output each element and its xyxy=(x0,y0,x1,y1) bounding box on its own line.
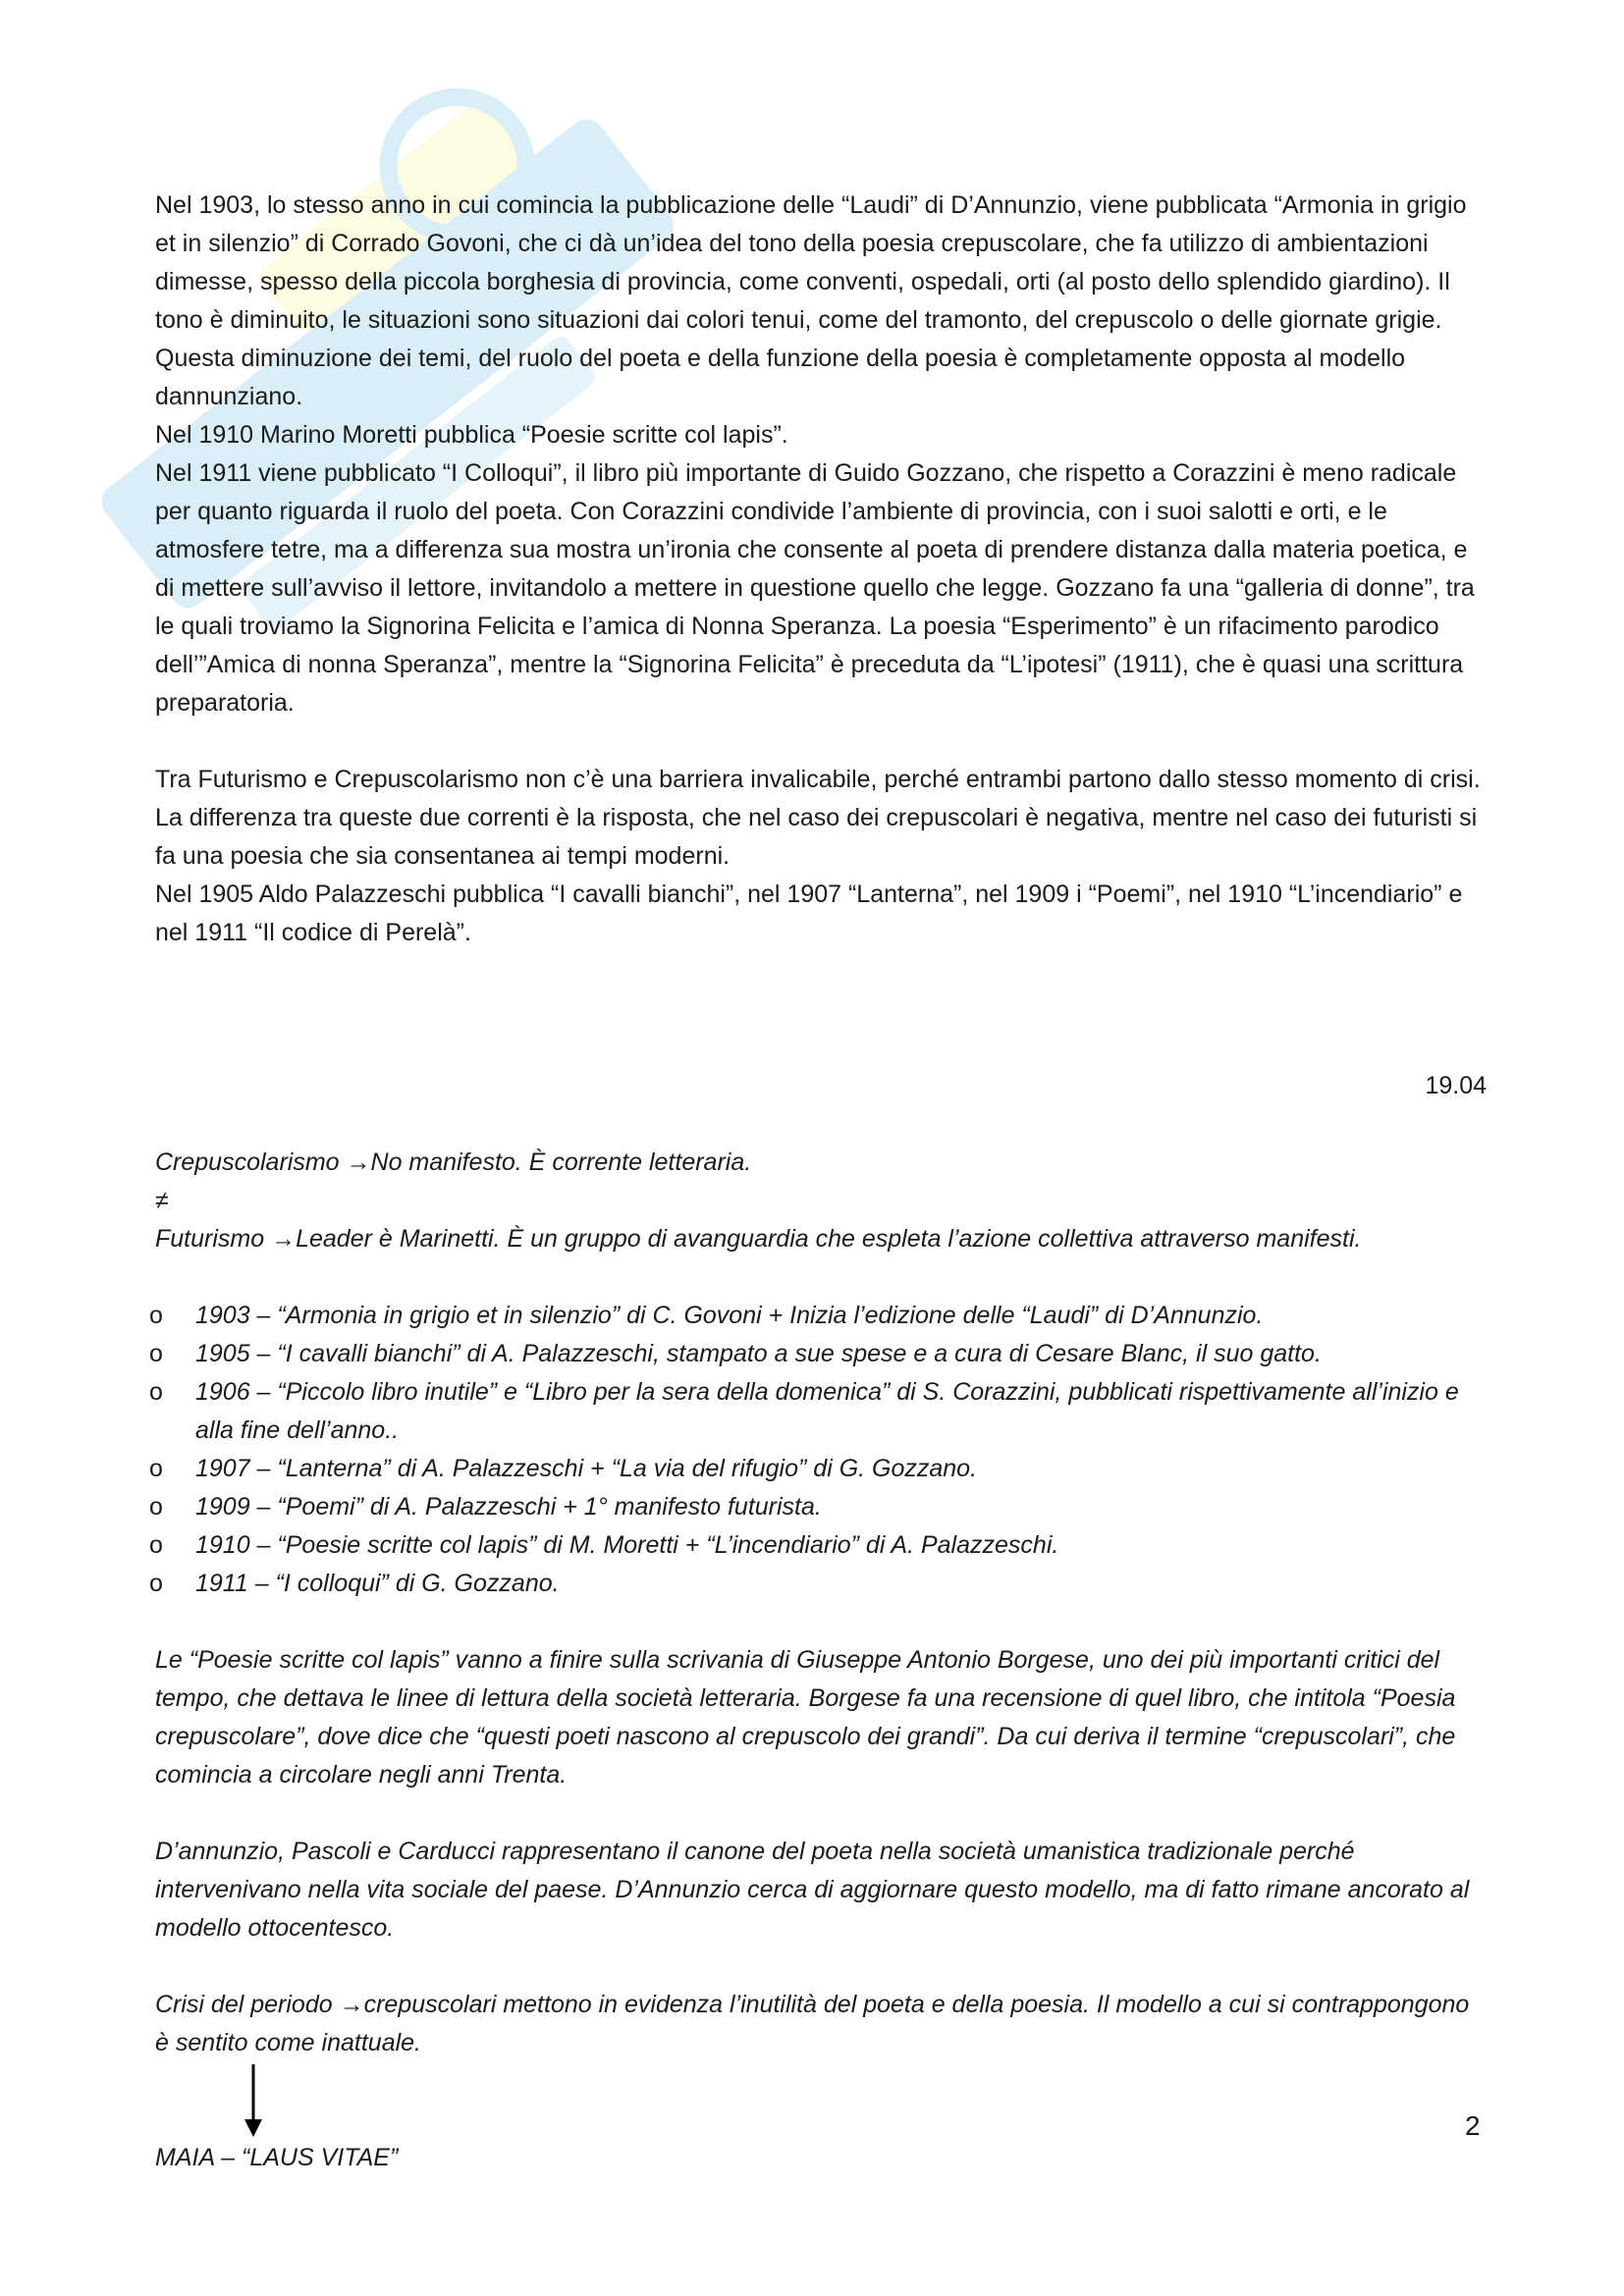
crepuscolarismo-text: No manifesto. È corrente letteraria. xyxy=(370,1148,752,1176)
bullet-icon: o xyxy=(149,1378,163,1406)
timeline-text: 1906 – “Piccolo libro inutile” e “Libro per la sera della domenica” di S. Corazzini, pubblicati rispettivamente all’inizio e alla fine dell’anno.. xyxy=(195,1378,1459,1444)
paragraph-moretti: Nel 1910 Marino Moretti pubblica “Poesie scritte col lapis”. xyxy=(155,421,788,449)
spacer xyxy=(155,1105,1487,1144)
down-arrow-icon xyxy=(234,2062,273,2139)
maia-line: MAIA – “LAUS VITAE” xyxy=(155,2144,399,2171)
spacer xyxy=(155,1794,1487,1833)
timeline-text: 1910 – “Poesie scritte col lapis” di M. Moretti + “L’incendiario” di A. Palazzeschi. xyxy=(195,1531,1059,1559)
lecture-date: 19.04 xyxy=(1425,1072,1487,1099)
timeline-text: 1903 – “Armonia in grigio et in silenzio” di C. Govoni + Inizia l’edizione delle “Laudi” di D’Annunzio. xyxy=(195,1302,1264,1329)
list-item xyxy=(149,1373,1487,1450)
timeline-list xyxy=(149,1297,1487,1603)
crisis-text: crepuscolari mettono in evidenza l’inutilità del poeta e della poesia. Il modello a cui si contrappongono è sentito come inattuale. xyxy=(155,1991,1470,2056)
list-item xyxy=(149,1565,1487,1603)
right-arrow-icon: → xyxy=(271,1225,297,1253)
timeline-text: 1907 – “Lanterna” di A. Palazzeschi + “La via del rifugio” di G. Gozzano. xyxy=(195,1455,978,1482)
spacer xyxy=(155,1258,1487,1297)
bullet-icon: o xyxy=(149,1531,163,1559)
document-page xyxy=(149,187,1487,2177)
spacer xyxy=(155,1948,1487,1986)
spacer xyxy=(155,952,1487,1067)
list-item xyxy=(149,1297,1487,1335)
not-equal-symbol: ≠ xyxy=(155,1187,169,1214)
spacer xyxy=(155,1603,1487,1641)
timeline-text: 1909 – “Poemi” di A. Palazzeschi + 1° manifesto futurista. xyxy=(195,1493,822,1521)
paragraph-canone: D’annunzio, Pascoli e Carducci rappresentano il canone del poeta nella società umanistica tradizionale perché intervenivano nella vita sociale del paese. D’Annunzio cerca di aggiornare questo modello, ma di fatto rimane ancorato al modello ottocentesco. xyxy=(155,1838,1470,1942)
timeline-text: 1905 – “I cavalli bianchi” di A. Palazzeschi, stampato a sue spese e a cura di Cesare Blanc, il suo gatto. xyxy=(195,1340,1322,1367)
spacer xyxy=(155,722,1487,761)
timeline-text: 1911 – “I colloqui” di G. Gozzano. xyxy=(195,1570,560,1597)
paragraph-borgese: Le “Poesie scritte col lapis” vanno a finire sulla scrivania di Giuseppe Antonio Borgese, uno dei più importanti critici del tempo, che dettava le linee di lettura della società letteraria. Borgese fa una recensione di quel libro, che intitola “Poesia crepuscolare”, dove dice che “questi poeti nascono al crepuscolo dei grandi”. Da cui deriva il termine “crepuscolari”, che comincia a circolare negli anni Trenta. xyxy=(155,1646,1456,1789)
list-item xyxy=(149,1450,1487,1488)
futurismo-line xyxy=(155,1220,1487,1258)
paragraph-palazzeschi: Nel 1905 Aldo Palazzeschi pubblica “I cavalli bianchi”, nel 1907 “Lanterna”, nel 1909 i “Poemi”, nel 1910 “L’incendiario” e nel 1911 “Il codice di Perelà”. xyxy=(155,881,1463,946)
list-item xyxy=(149,1488,1487,1526)
bullet-icon: o xyxy=(149,1493,163,1521)
crisis-line xyxy=(155,1986,1487,2062)
paragraph-gozzano: Nel 1911 viene pubblicato “I Colloqui”, il libro più importante di Guido Gozzano, che rispetto a Corazzini è meno radicale per quanto riguarda il ruolo del poeta. Con Corazzini condivide l’ambiente di provincia, con i suoi salotti e orti, e le atmosfere tetre, ma a differenza sua mostra un’ironia che consente al poeta di prendere distanza dalla materia poetica, e di mettere sull’avviso il lettore, invitandolo a mettere in questione quello che legge. Gozzano fa una “galleria di donne”, tra le quali troviamo la Signorina Felicita e l’amica di Nonna Speranza. La poesia “Esperimento” è un rifacimento parodico dell’”Amica di nonna Speranza”, mentre la “Signorina Felicita” è preceduta da “L’ipotesi” (1911), che è quasi una scrittura preparatoria. xyxy=(155,459,1475,717)
bullet-icon: o xyxy=(149,1570,163,1597)
page-number: 2 xyxy=(1465,2110,1481,2141)
list-item xyxy=(149,1335,1487,1373)
bullet-icon: o xyxy=(149,1455,163,1482)
right-arrow-icon: → xyxy=(339,1991,364,2018)
bullet-icon: o xyxy=(149,1340,163,1367)
crepuscolarismo-line xyxy=(155,1144,1487,1182)
futurismo-text: Leader è Marinetti. È un gruppo di avanguardia che espleta l’azione collettiva attraverso manifesti. xyxy=(296,1225,1362,1253)
right-arrow-icon: → xyxy=(346,1148,371,1176)
bullet-icon: o xyxy=(149,1302,163,1329)
list-item xyxy=(149,1526,1487,1565)
crisis-label: Crisi del periodo xyxy=(155,1991,333,2018)
futurismo-label: Futurismo xyxy=(155,1225,265,1253)
crepuscolarismo-label: Crepuscolarismo xyxy=(155,1148,340,1176)
paragraph-futurismo-crepuscolarismo: Tra Futurismo e Crepuscolarismo non c’è una barriera invalicabile, perché entrambi partono dallo stesso momento di crisi. La differenza tra queste due correnti è la risposta, che nel caso dei crepuscolari è negativa, mentre nel caso dei futuristi si fa una poesia che sia consentanea ai tempi moderni. xyxy=(155,766,1481,870)
paragraph-govoni: Nel 1903, lo stesso anno in cui comincia la pubblicazione delle “Laudi” di D’Annunzio, viene pubblicata “Armonia in grigio et in silenzio” di Corrado Govoni, che ci dà un’idea del tono della poesia crepuscolare, che fa utilizzo di ambientazioni dimesse, spesso della piccola borghesia di provincia, come conventi, ospedali, orti (al posto dello splendido giardino). Il tono è diminuito, le situazioni sono situazioni dai colori tenui, come del tramonto, del crepuscolo o delle giornate grigie. Questa diminuzione dei temi, del ruolo del poeta e della funzione della poesia è completamente opposta al modello dannunziano. xyxy=(155,191,1467,410)
